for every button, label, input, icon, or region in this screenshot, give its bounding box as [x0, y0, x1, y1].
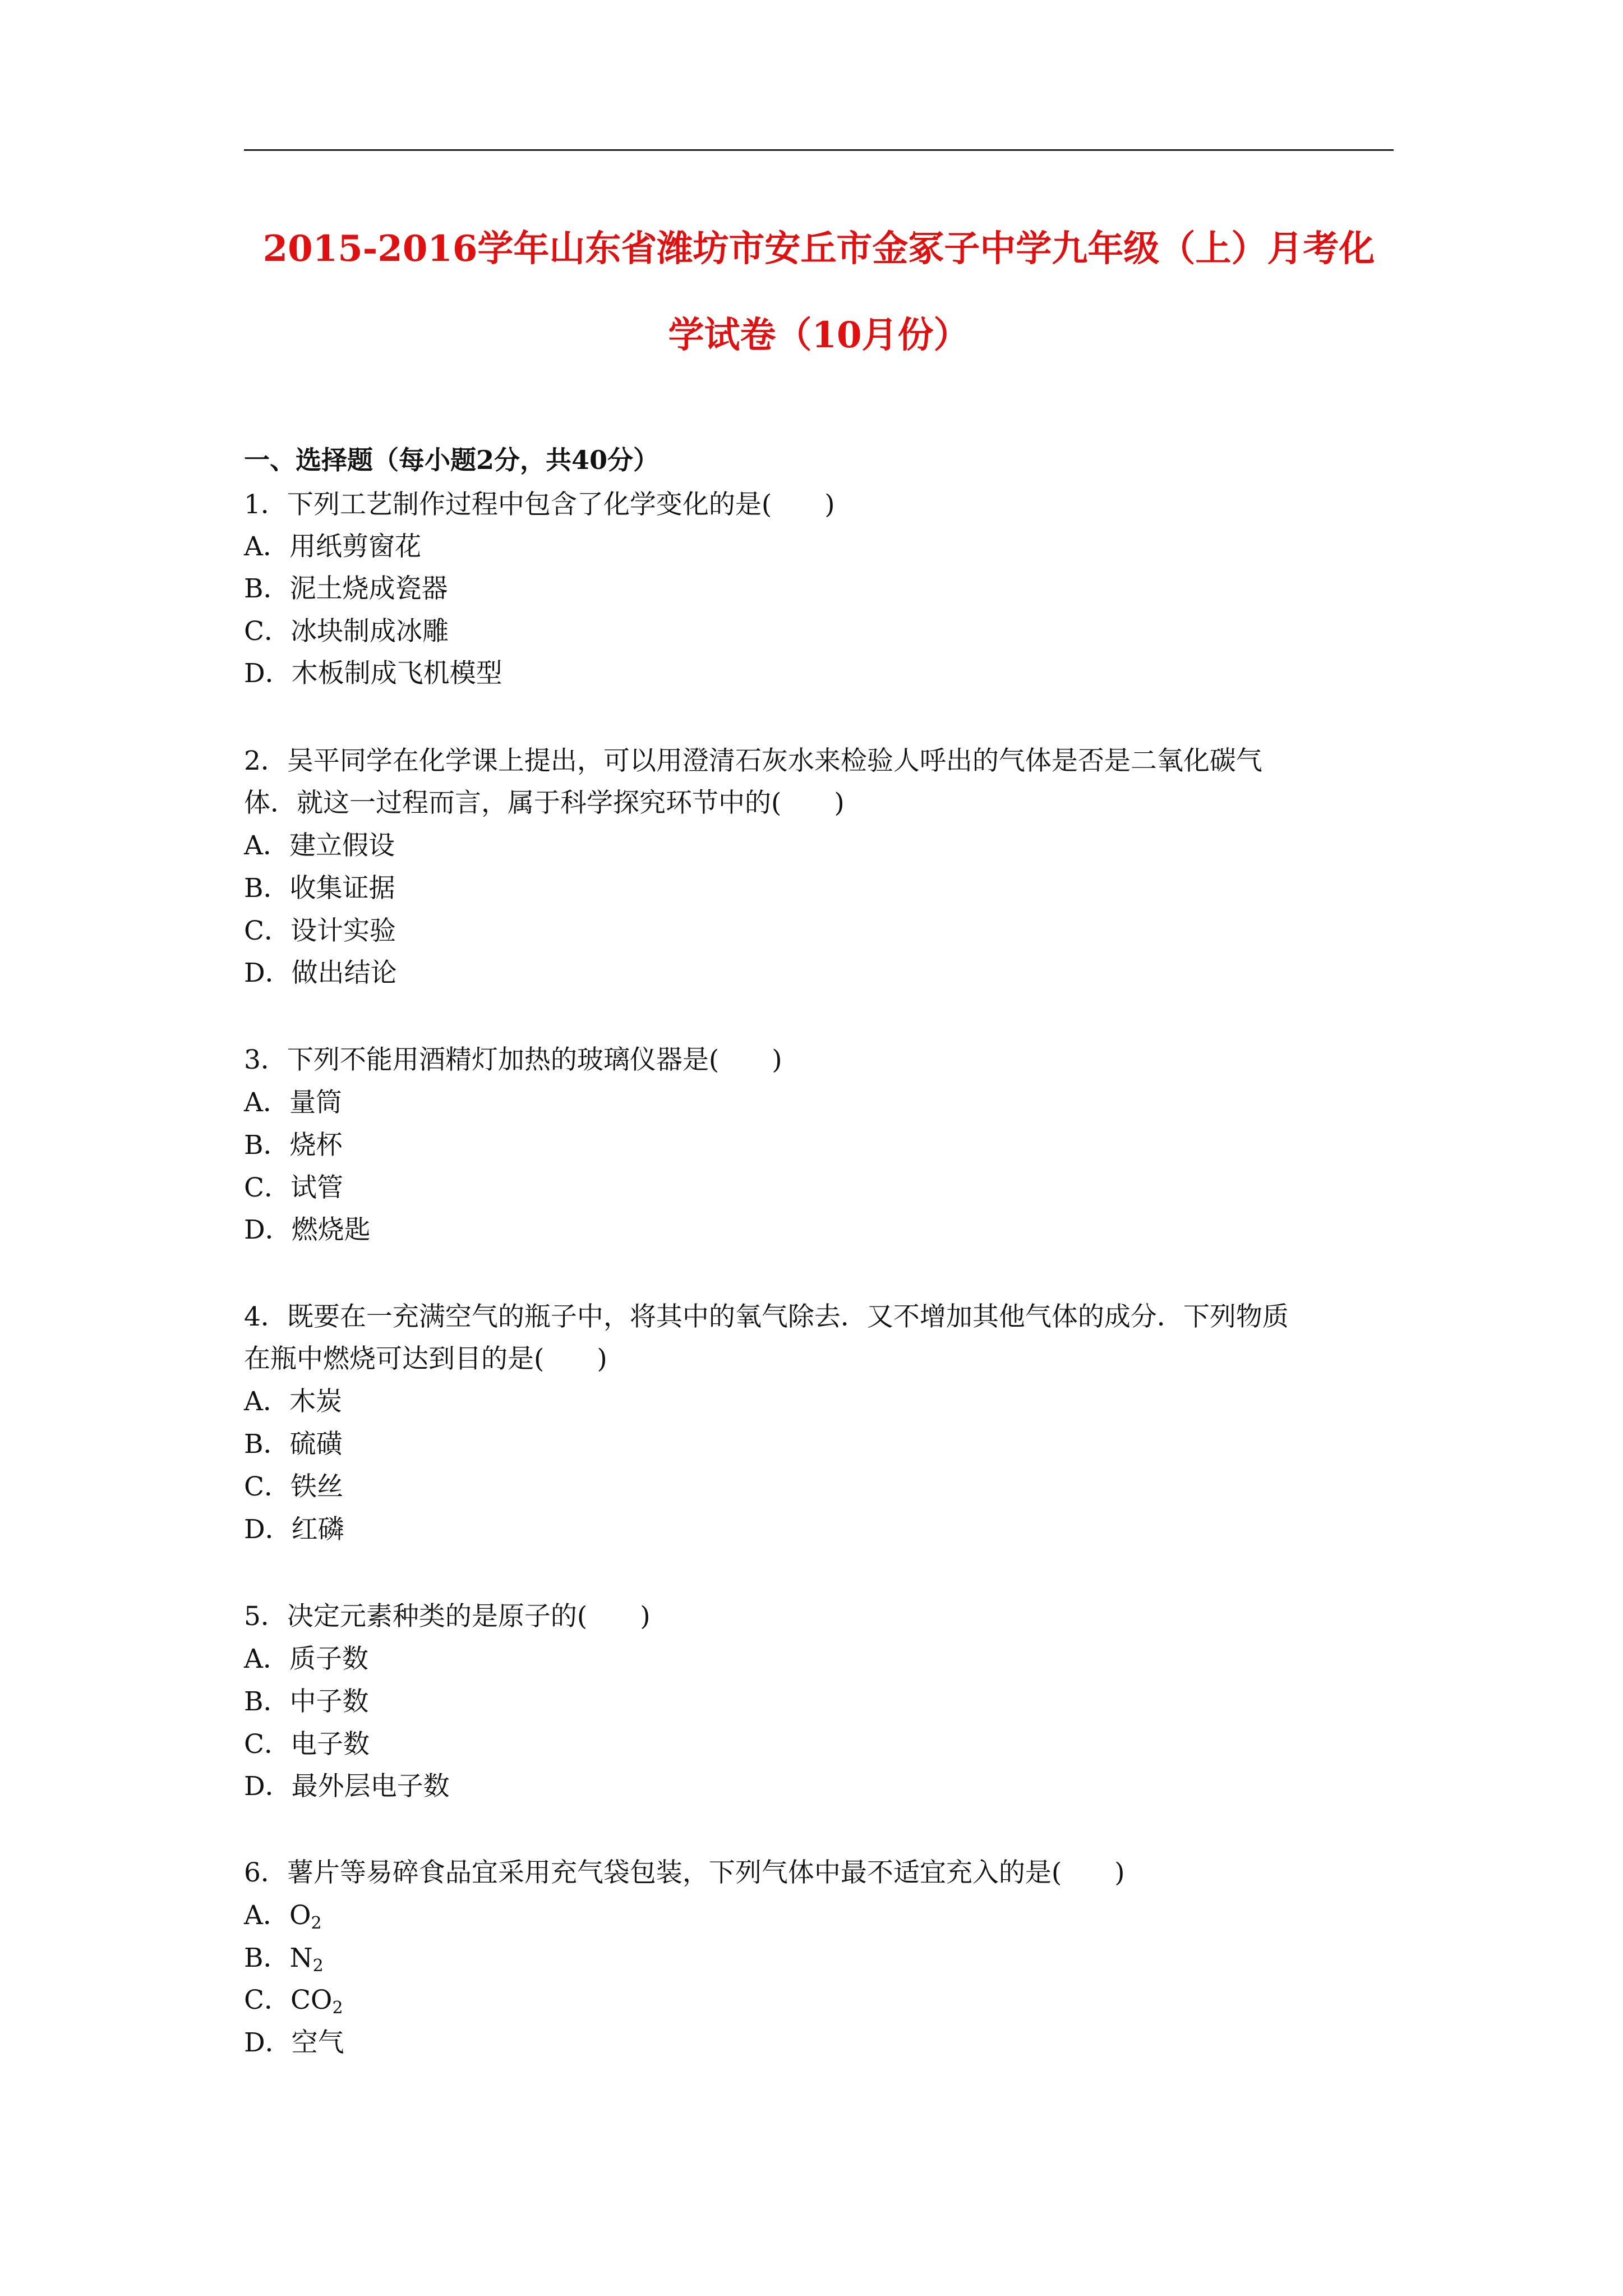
formula-subscript: 2 — [312, 1956, 324, 1976]
question-3-option-b: B．烧杯 — [244, 1130, 343, 1161]
question-1-option-d: D．木板制成飞机模型 — [244, 658, 502, 689]
section-heading: 一、选择题（每小题2分，共40分） — [244, 445, 660, 475]
formula-subscript: 2 — [311, 1913, 322, 1933]
question-2-option-c: C．设计实验 — [244, 915, 396, 946]
question-5-option-c: C．电子数 — [244, 1729, 370, 1760]
question-6-option-a — [244, 1899, 322, 1932]
question-1-option-c: C．冰块制成冰雕 — [244, 616, 449, 647]
question-3-stem: 3．下列不能用酒精灯加热的玻璃仪器是( ) — [244, 1045, 782, 1075]
formula-base: N — [289, 1943, 313, 1973]
question-5-option-b: B．中子数 — [244, 1686, 369, 1717]
question-4-stem-line-2: 在瓶中燃烧可达到目的是( ) — [244, 1343, 607, 1374]
option-letter: C． — [244, 1985, 291, 2016]
question-6-option-c — [244, 1984, 343, 2017]
question-3-option-a: A．量筒 — [244, 1087, 342, 1118]
question-3-option-d: D．燃烧匙 — [244, 1214, 371, 1245]
exam-title-line-1: 2015-2016学年山东省潍坊市安丘市金冢子中学九年级（上）月考化 — [262, 228, 1375, 270]
question-3-option-c: C．试管 — [244, 1172, 343, 1203]
question-4-option-a: A．木炭 — [244, 1386, 342, 1417]
option-letter: A． — [244, 1900, 289, 1931]
question-5-option-d: D．最外层电子数 — [244, 1771, 450, 1802]
header-rule — [244, 149, 1394, 151]
question-4-option-d: D．红磷 — [244, 1514, 344, 1545]
question-2-option-a: A．建立假设 — [244, 830, 395, 861]
question-6-option-b — [244, 1941, 324, 1975]
question-1-option-b: B．泥土烧成瓷器 — [244, 573, 448, 604]
question-4-option-c: C．铁丝 — [244, 1471, 343, 1502]
question-5-option-a: A．质子数 — [244, 1644, 368, 1674]
question-2-stem-line-1: 2．吴平同学在化学课上提出，可以用澄清石灰水来检验人呼出的气体是否是二氧化碳气 — [244, 746, 1262, 776]
formula-base: O — [289, 1900, 311, 1931]
question-6-stem: 6．薯片等易碎食品宜采用充气袋包装，下列气体中最不适宜充入的是( ) — [244, 1857, 1125, 1888]
question-4-stem-line-1: 4．既要在一充满空气的瓶子中，将其中的氧气除去．又不增加其他气体的成分．下列物质 — [244, 1301, 1289, 1332]
question-1-option-a: A．用纸剪窗花 — [244, 531, 421, 562]
question-2-option-b: B．收集证据 — [244, 873, 395, 904]
question-2-option-d: D．做出结论 — [244, 958, 397, 988]
question-1-stem: 1．下列工艺制作过程中包含了化学变化的是( ) — [244, 489, 835, 520]
question-2-stem-line-2: 体．就这一过程而言，属于科学探究环节中的( ) — [244, 788, 845, 818]
question-6-option-d: D．空气 — [244, 2027, 344, 2058]
option-letter: B． — [244, 1943, 290, 1973]
formula-subscript: 2 — [332, 1998, 343, 2018]
question-5-stem: 5．决定元素种类的是原子的( ) — [244, 1601, 651, 1632]
formula-base: CO — [290, 1985, 333, 2016]
question-4-option-b: B．硫磺 — [244, 1429, 343, 1460]
exam-title-line-2: 学试卷（10月份） — [668, 314, 970, 356]
